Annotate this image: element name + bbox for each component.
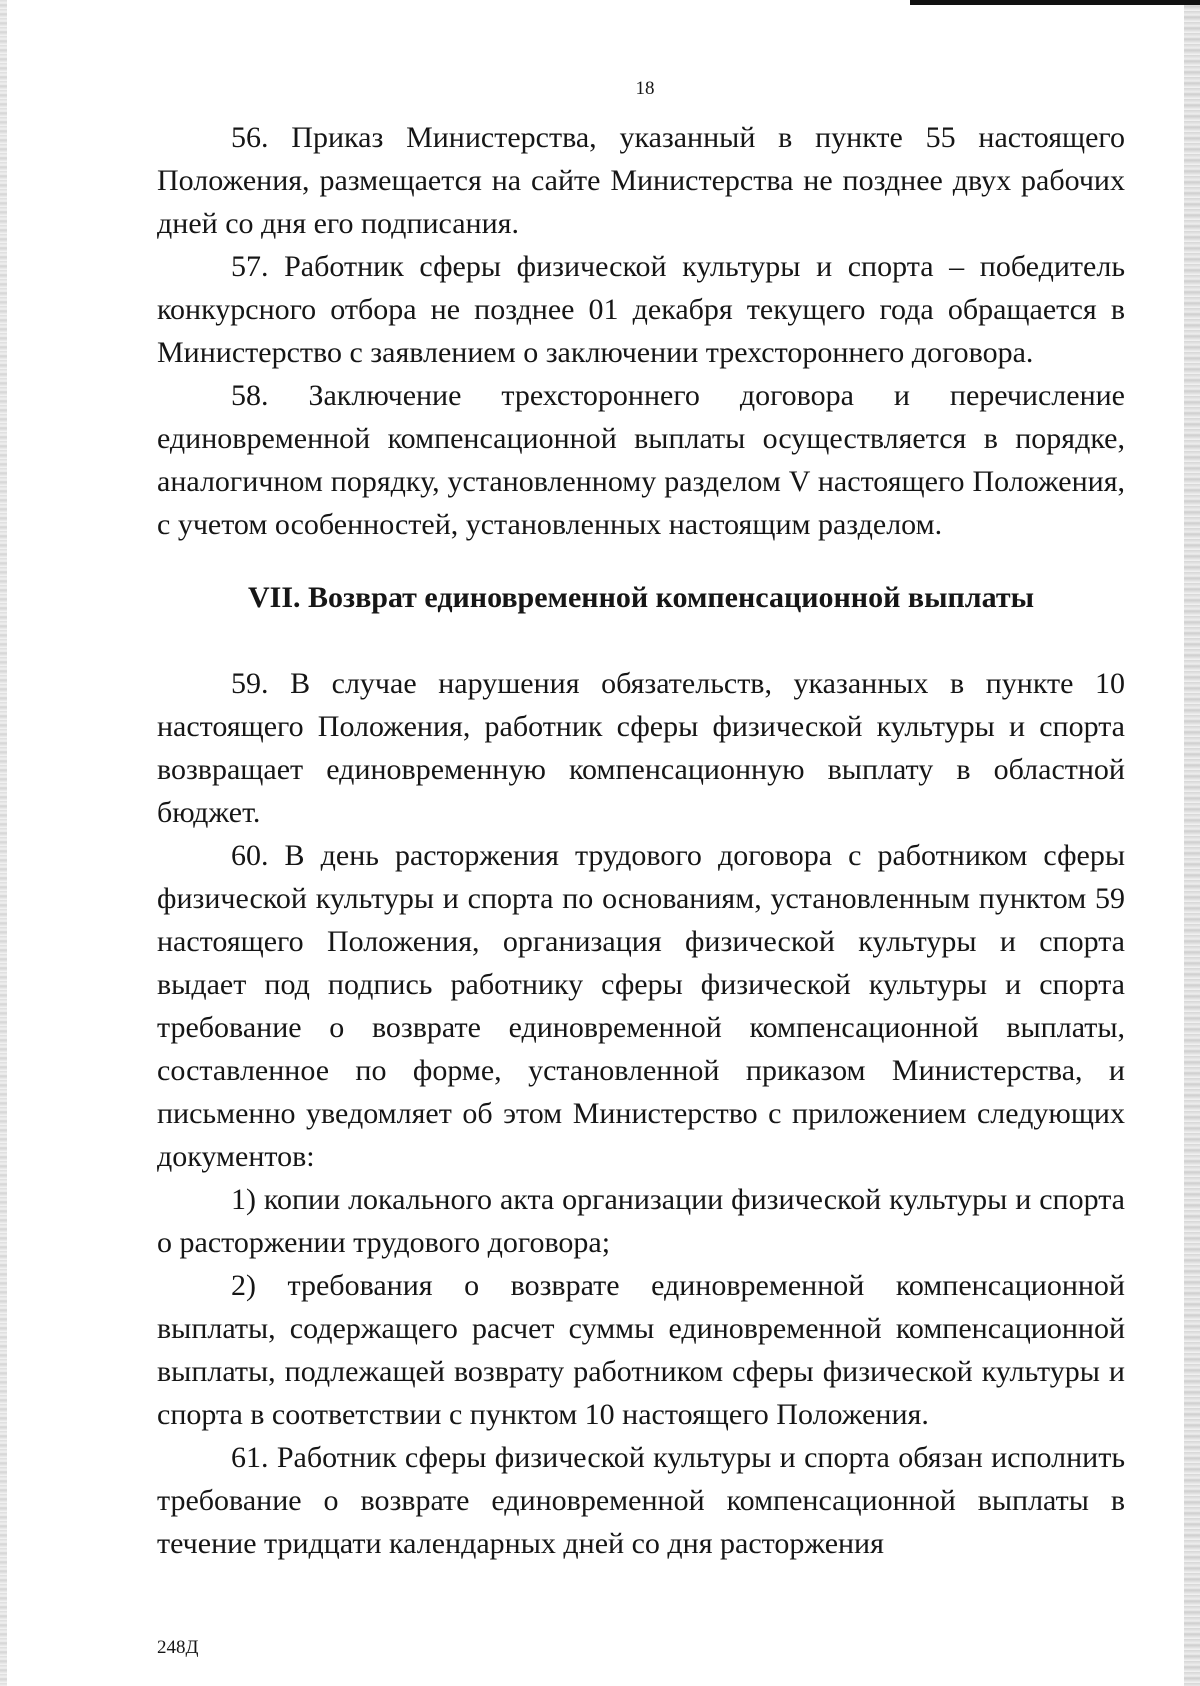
paragraph-59: 59. В случае нарушения обязательств, указанных в пункте 10 настоящего Положения, работник сферы физической культуры и спорта возвращает единовременную компенсационную выплату в областной бюджет. <box>157 667 1125 829</box>
scan-top-border <box>910 0 1200 5</box>
paragraph-60: 60. В день расторжения трудового договора с работником сферы физической культуры и спорта по основаниям, установленным пунктом 59 настоящего Положения, организация физической культуры и спорта выдает под подпись работнику сферы физической культуры и спорта требование о возврате единовременной компенсационной выплаты, составленное по форме, установленной приказом Министерства, и письменно уведомляет об этом Министерство с приложением следующих документов: <box>157 839 1125 1173</box>
document-code: 248Д <box>157 1637 199 1658</box>
section-heading: VII. Возврат единовременной компенсационной выплаты <box>247 581 1035 614</box>
scan-right-edge <box>1184 0 1200 1686</box>
page-number: 18 <box>635 78 655 99</box>
list-item-2: 2) требования о возврате единовременной компенсационной выплаты, содержащего расчет суммы единовременной компенсационной выплаты, подлежащей возврату работником сферы физической культуры и спорта в соответствии с пунктом 10 настоящего Положения. <box>157 1269 1125 1431</box>
paragraph-57: 57. Работник сферы физической культуры и спорта – победитель конкурсного отбора не позднее 01 декабря текущего года обращается в Министерство с заявлением о заключении трехстороннего договора. <box>157 250 1125 369</box>
paragraph-61: 61. Работник сферы физической культуры и спорта обязан исполнить требование о возврате единовременной компенсационной выплаты в течение тридцати календарных дней со дня расторжения <box>157 1441 1125 1560</box>
list-item-1: 1) копии локального акта организации физической культуры и спорта о расторжении трудового договора; <box>157 1183 1125 1259</box>
document-body <box>157 116 1125 1565</box>
paragraph-58: 58. Заключение трехстороннего договора и перечисление единовременной компенсационной выплаты осуществляется в порядке, аналогичном порядку, установленному разделом V настоящего Положения, с учетом особенностей, установленных настоящим разделом. <box>157 379 1125 541</box>
paragraph-56: 56. Приказ Министерства, указанный в пункте 55 настоящего Положения, размещается на сайте Министерства не позднее двух рабочих дней со дня его подписания. <box>157 121 1125 240</box>
scan-left-edge <box>0 0 7 1686</box>
